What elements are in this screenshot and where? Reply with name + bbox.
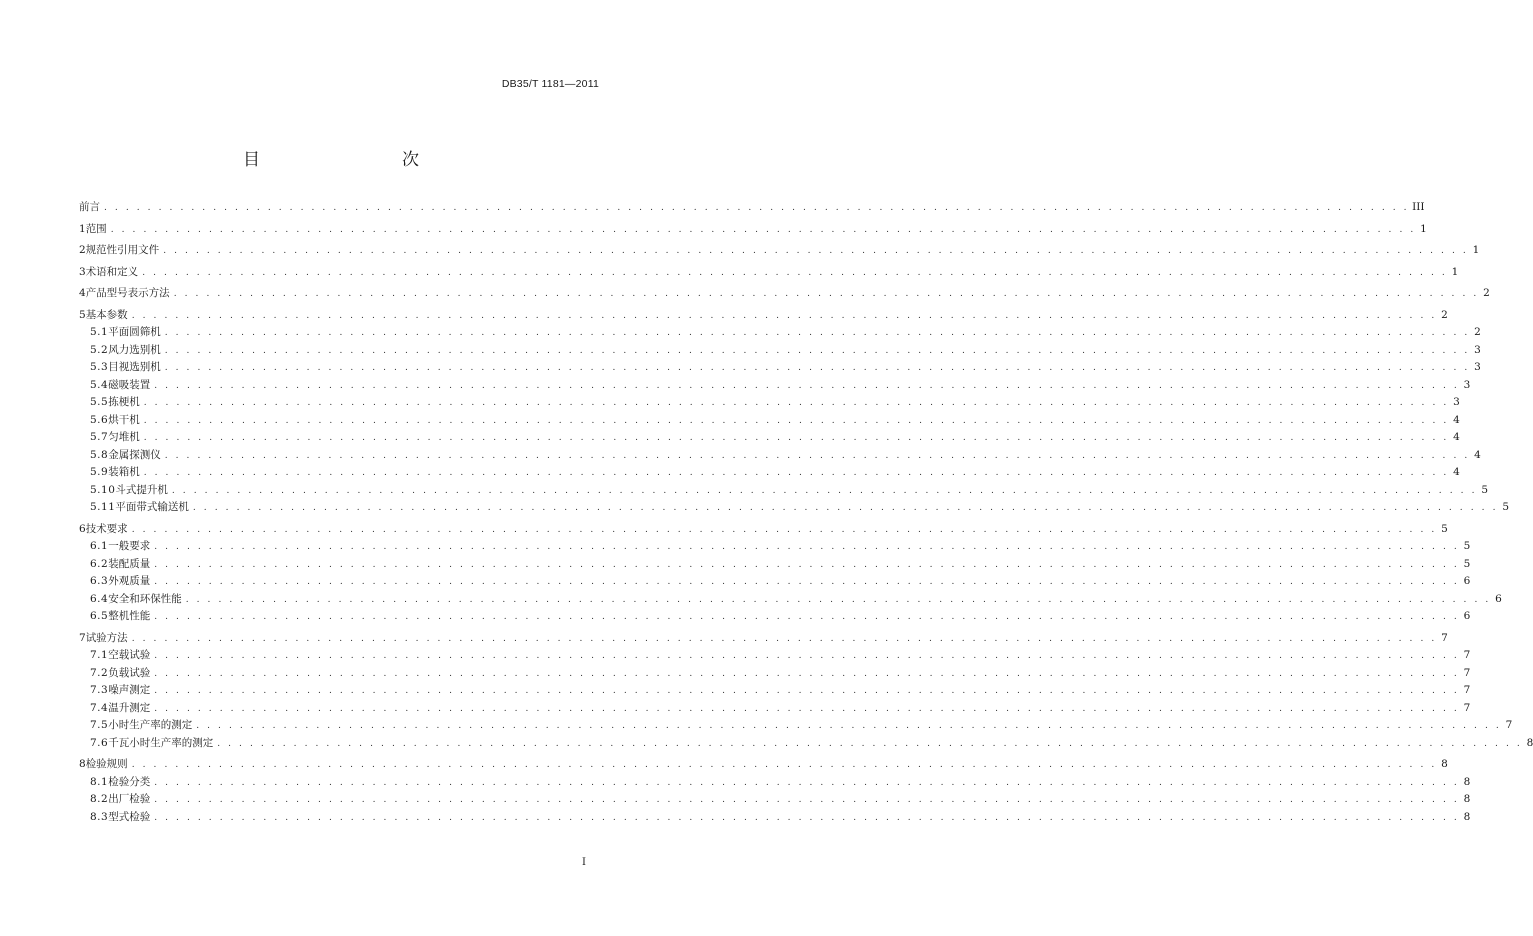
toc-entry-label: 外观质量: [108, 575, 151, 587]
toc-entry[interactable]: [79, 377, 1471, 395]
toc-entry[interactable]: [79, 447, 1481, 465]
dot-leader: . . . . . . . . . . . . . . . . . . . . . . . . . . . . . . . . . . . . . . . . . . . . . . . . . . . . . . . . . . . . . . . . . . . . . . . . . . . . . . . . . . . . . . . . . . . . . . . . . . . . . . . . . . . . . . . . . . . . . . . .: [164, 328, 1470, 338]
toc-entry-number: 6.4: [90, 592, 109, 605]
dot-leader: . . . . . . . . . . . . . . . . . . . . . . . . . . . . . . . . . . . . . . . . . . . . . . . . . . . . . . . . . . . . . . . . . . . . . . . . . . . . . . . . . . . . . . . . . . . . . . . . . . . . . . . . . . . . . . . . . . . . . . . .: [131, 524, 1437, 535]
toc-entry-label: 目视选别机: [108, 361, 161, 373]
toc-entry[interactable]: [79, 700, 1471, 718]
toc-entry-number: 5.1: [90, 326, 109, 338]
toc-entry-page: 8: [1441, 758, 1448, 770]
toc-entry-page: 4: [1453, 413, 1460, 426]
toc-entry-label: 型式检验: [108, 810, 151, 823]
toc-entry-number: 8.1: [90, 775, 109, 788]
dot-leader: . . . . . . . . . . . . . . . . . . . . . . . . . . . . . . . . . . . . . . . . . . . . . . . . . . . . . . . . . . . . . . . . . . . . . . . . . . . . . . . . . . . . . . . . . . . . . . . . . . . . . . . . . . . . . . . . . . . . . . . .: [196, 721, 1502, 731]
toc-entry-label: 检验规则: [85, 758, 128, 770]
toc-entry-label: 拣梗机: [108, 396, 140, 408]
toc-entry-number: 5.2: [90, 343, 109, 356]
dot-leader: . . . . . . . . . . . . . . . . . . . . . . . . . . . . . . . . . . . . . . . . . . . . . . . . . . . . . . . . . . . . . . . . . . . . . . . . . . . . . . . . . . . . . . . . . . . . . . . . . . . . . . . . . . . . . . . . . . . . . . . .: [164, 345, 1470, 356]
toc-entry-label: 技术要求: [85, 522, 128, 535]
toc-entry-page: 4: [1474, 448, 1481, 461]
toc-entry-label: 金属探测仪: [108, 448, 161, 461]
footer-page-number: I: [582, 857, 586, 868]
toc-entry-page: 7: [1463, 649, 1471, 661]
toc-entry-page: 5: [1463, 557, 1471, 570]
toc-entry-page: 7: [1463, 684, 1471, 696]
toc-entry-number: 7.6: [90, 736, 109, 749]
toc-entry[interactable]: [79, 608, 1471, 626]
toc-entry-page: 2: [1474, 326, 1481, 338]
toc-entry-label: 基本参数: [85, 308, 128, 321]
toc-entry-label: 规范性引用文件: [85, 244, 160, 256]
toc-entry-page: 4: [1453, 431, 1460, 443]
dot-leader: . . . . . . . . . . . . . . . . . . . . . . . . . . . . . . . . . . . . . . . . . . . . . . . . . . . . . . . . . . . . . . . . . . . . . . . . . . . . . . . . . . . . . . . . . . . . . . . . . . . . . . . . . . . . . . . . . . . . . . . .: [154, 703, 1460, 714]
dot-leader: . . . . . . . . . . . . . . . . . . . . . . . . . . . . . . . . . . . . . . . . . . . . . . . . . . . . . . . . . . . . . . . . . . . . . . . . . . . . . . . . . . . . . . . . . . . . . . . . . . . . . . . . . . . . . . . . . . . . . . . .: [164, 363, 1470, 373]
dot-leader: . . . . . . . . . . . . . . . . . . . . . . . . . . . . . . . . . . . . . . . . . . . . . . . . . . . . . . . . . . . . . . . . . . . . . . . . . . . . . . . . . . . . . . . . . . . . . . . . . . . . . . . . . . . . . . . . . . . . . . . .: [217, 738, 1523, 749]
dot-leader: . . . . . . . . . . . . . . . . . . . . . . . . . . . . . . . . . . . . . . . . . . . . . . . . . . . . . . . . . . . . . . . . . . . . . . . . . . . . . . . . . . . . . . . . . . . . . . . . . . . . . . . . . . . . . . . . . . . . . . . .: [154, 651, 1460, 661]
toc-entry-number: 8: [79, 758, 86, 770]
toc-entry-number: 5.10: [90, 483, 116, 496]
dot-leader: . . . . . . . . . . . . . . . . . . . . . . . . . . . . . . . . . . . . . . . . . . . . . . . . . . . . . . . . . . . . . . . . . . . . . . . . . . . . . . . . . . . . . . . . . . . . . . . . . . . . . . . . . . . . . . . . . . . . . . . .: [185, 594, 1491, 605]
toc-entry-label: 空载试验: [108, 649, 151, 661]
toc-entry-page: 5: [1502, 501, 1510, 513]
toc-entry[interactable]: [79, 591, 1502, 609]
toc-entry[interactable]: [79, 630, 1448, 648]
toc-entry-label: 产品型号表示方法: [85, 287, 170, 299]
toc-entry-number: 6.3: [90, 575, 109, 587]
toc-entry-label: 温升测定: [108, 701, 151, 714]
toc-entry-page: 2: [1441, 308, 1448, 321]
toc-entry-label: 烘干机: [108, 413, 140, 426]
toc-entry-number: 7.2: [90, 666, 109, 679]
toc-entry[interactable]: [79, 482, 1489, 500]
toc-entry-number: 5.6: [90, 413, 109, 426]
toc-entry[interactable]: [79, 429, 1460, 447]
toc-entry-label: 一般要求: [108, 540, 151, 552]
toc-entry-number: 8.3: [90, 810, 109, 823]
toc-entry[interactable]: [79, 573, 1471, 591]
toc-entry[interactable]: [79, 791, 1471, 809]
toc-entry-page: 7: [1463, 666, 1471, 679]
toc-entry-page: 5: [1481, 483, 1489, 496]
page-title: 目 次: [243, 150, 455, 170]
dot-leader: . . . . . . . . . . . . . . . . . . . . . . . . . . . . . . . . . . . . . . . . . . . . . . . . . . . . . . . . . . . . . . . . . . . . . . . . . . . . . . . . . . . . . . . . . . . . . . . . . . . . . . . . . . . . . . . . . . . . . . . .: [154, 795, 1460, 805]
toc-entry-page: 8: [1463, 810, 1471, 823]
toc-entry-page: 3: [1463, 378, 1471, 391]
toc-entry-number: 1: [79, 222, 86, 235]
dot-leader: . . . . . . . . . . . . . . . . . . . . . . . . . . . . . . . . . . . . . . . . . . . . . . . . . . . . . . . . . . . . . . . . . . . . . . . . . . . . . . . . . . . . . . . . . . . . . . . . . . . . . . . . . . . . . . . . . . . . . . . .: [104, 203, 1410, 213]
dot-leader: . . . . . . . . . . . . . . . . . . . . . . . . . . . . . . . . . . . . . . . . . . . . . . . . . . . . . . . . . . . . . . . . . . . . . . . . . . . . . . . . . . . . . . . . . . . . . . . . . . . . . . . . . . . . . . . . . . . . . . . .: [143, 468, 1449, 478]
dot-leader: . . . . . . . . . . . . . . . . . . . . . . . . . . . . . . . . . . . . . . . . . . . . . . . . . . . . . . . . . . . . . . . . . . . . . . . . . . . . . . . . . . . . . . . . . . . . . . . . . . . . . . . . . . . . . . . . . . . . . . . .: [154, 777, 1460, 788]
toc-entry-page: 3: [1453, 396, 1460, 408]
dot-leader: . . . . . . . . . . . . . . . . . . . . . . . . . . . . . . . . . . . . . . . . . . . . . . . . . . . . . . . . . . . . . . . . . . . . . . . . . . . . . . . . . . . . . . . . . . . . . . . . . . . . . . . . . . . . . . . . . . . . . . . .: [164, 450, 1470, 461]
toc-entry[interactable]: [79, 307, 1448, 325]
toc-entry[interactable]: [79, 556, 1471, 574]
dot-leader: . . . . . . . . . . . . . . . . . . . . . . . . . . . . . . . . . . . . . . . . . . . . . . . . . . . . . . . . . . . . . . . . . . . . . . . . . . . . . . . . . . . . . . . . . . . . . . . . . . . . . . . . . . . . . . . . . . . . . . . .: [110, 224, 1416, 235]
dot-leader: . . . . . . . . . . . . . . . . . . . . . . . . . . . . . . . . . . . . . . . . . . . . . . . . . . . . . . . . . . . . . . . . . . . . . . . . . . . . . . . . . . . . . . . . . . . . . . . . . . . . . . . . . . . . . . . . . . . . . . . .: [143, 433, 1449, 443]
toc-entry-number: 5.7: [90, 431, 109, 443]
toc-entry-page: 1: [1451, 265, 1459, 278]
toc-entry-page: 8: [1526, 736, 1533, 749]
toc-entry-label: 安全和环保性能: [108, 592, 182, 605]
toc-entry-number: 5.5: [90, 396, 109, 408]
toc-entry-page: 2: [1483, 287, 1490, 299]
toc-entry[interactable]: [79, 242, 1480, 260]
toc-entry[interactable]: [79, 464, 1460, 482]
toc-entry-label: 千瓦小时生产率的测定: [108, 736, 214, 749]
toc-entry-number: 5.4: [90, 378, 109, 391]
toc-entry[interactable]: [79, 717, 1513, 735]
toc-entry-page: III: [1412, 201, 1425, 213]
toc-entry[interactable]: [79, 342, 1481, 360]
toc-entry-number: 5.9: [90, 466, 109, 478]
toc-entry-page: 5: [1441, 522, 1448, 535]
dot-leader: . . . . . . . . . . . . . . . . . . . . . . . . . . . . . . . . . . . . . . . . . . . . . . . . . . . . . . . . . . . . . . . . . . . . . . . . . . . . . . . . . . . . . . . . . . . . . . . . . . . . . . . . . . . . . . . . . . . . . . . .: [154, 668, 1460, 679]
toc-entry[interactable]: [79, 521, 1448, 539]
toc-entry-page: 8: [1463, 793, 1471, 805]
toc-entry-number: 7.5: [90, 719, 109, 731]
toc-entry-page: 7: [1441, 631, 1448, 644]
toc-entry-page: 3: [1474, 343, 1481, 356]
dot-leader: . . . . . . . . . . . . . . . . . . . . . . . . . . . . . . . . . . . . . . . . . . . . . . . . . . . . . . . . . . . . . . . . . . . . . . . . . . . . . . . . . . . . . . . . . . . . . . . . . . . . . . . . . . . . . . . . . . . . . . . .: [154, 612, 1460, 622]
dot-leader: . . . . . . . . . . . . . . . . . . . . . . . . . . . . . . . . . . . . . . . . . . . . . . . . . . . . . . . . . . . . . . . . . . . . . . . . . . . . . . . . . . . . . . . . . . . . . . . . . . . . . . . . . . . . . . . . . . . . . . . .: [163, 246, 1469, 256]
toc-entry-number: 5: [79, 308, 86, 321]
toc-entry-label: 出厂检验: [108, 793, 151, 805]
toc-entry-page: 6: [1463, 575, 1471, 587]
dot-leader: . . . . . . . . . . . . . . . . . . . . . . . . . . . . . . . . . . . . . . . . . . . . . . . . . . . . . . . . . . . . . . . . . . . . . . . . . . . . . . . . . . . . . . . . . . . . . . . . . . . . . . . . . . . . . . . . . . . . . . . .: [154, 812, 1460, 823]
dot-leader: . . . . . . . . . . . . . . . . . . . . . . . . . . . . . . . . . . . . . . . . . . . . . . . . . . . . . . . . . . . . . . . . . . . . . . . . . . . . . . . . . . . . . . . . . . . . . . . . . . . . . . . . . . . . . . . . . . . . . . . .: [131, 760, 1437, 770]
toc-entry[interactable]: [79, 199, 1425, 217]
toc-entry-page: 7: [1463, 701, 1471, 714]
toc-entry-label: 磁吸装置: [108, 378, 151, 391]
toc-entry-label: 平面圆筛机: [108, 326, 161, 338]
toc-entry-label: 术语和定义: [85, 265, 139, 278]
dot-leader: . . . . . . . . . . . . . . . . . . . . . . . . . . . . . . . . . . . . . . . . . . . . . . . . . . . . . . . . . . . . . . . . . . . . . . . . . . . . . . . . . . . . . . . . . . . . . . . . . . . . . . . . . . . . . . . . . . . . . . . .: [143, 415, 1449, 426]
toc-entry-page: 6: [1495, 592, 1502, 605]
toc-entry[interactable]: [79, 221, 1427, 239]
toc-entry-number: 6.5: [90, 610, 109, 622]
toc-entry[interactable]: [79, 412, 1460, 430]
toc-entry-page: 1: [1472, 244, 1480, 256]
dot-leader: . . . . . . . . . . . . . . . . . . . . . . . . . . . . . . . . . . . . . . . . . . . . . . . . . . . . . . . . . . . . . . . . . . . . . . . . . . . . . . . . . . . . . . . . . . . . . . . . . . . . . . . . . . . . . . . . . . . . . . . .: [143, 398, 1449, 408]
toc-entry[interactable]: [79, 394, 1460, 412]
toc-entry[interactable]: [79, 324, 1481, 342]
toc-entry[interactable]: [79, 359, 1481, 377]
dot-leader: . . . . . . . . . . . . . . . . . . . . . . . . . . . . . . . . . . . . . . . . . . . . . . . . . . . . . . . . . . . . . . . . . . . . . . . . . . . . . . . . . . . . . . . . . . . . . . . . . . . . . . . . . . . . . . . . . . . . . . . .: [131, 310, 1437, 321]
toc-entry-label: 匀堆机: [108, 431, 140, 443]
toc-entry-label: 装箱机: [108, 466, 140, 478]
toc-entry-label: 噪声测定: [108, 684, 151, 696]
toc-entry-number: 7.3: [90, 684, 109, 696]
toc-entry-number: 5.11: [90, 501, 116, 513]
dot-leader: . . . . . . . . . . . . . . . . . . . . . . . . . . . . . . . . . . . . . . . . . . . . . . . . . . . . . . . . . . . . . . . . . . . . . . . . . . . . . . . . . . . . . . . . . . . . . . . . . . . . . . . . . . . . . . . . . . . . . . . .: [154, 559, 1460, 570]
toc-entry-label: 前言: [79, 201, 100, 213]
toc-entry-label: 装配质量: [108, 557, 151, 570]
toc-entry-page: 1: [1420, 222, 1427, 235]
toc-entry-label: 负载试验: [108, 666, 151, 679]
dot-leader: . . . . . . . . . . . . . . . . . . . . . . . . . . . . . . . . . . . . . . . . . . . . . . . . . . . . . . . . . . . . . . . . . . . . . . . . . . . . . . . . . . . . . . . . . . . . . . . . . . . . . . . . . . . . . . . . . . . . . . . .: [171, 485, 1478, 496]
dot-leader: . . . . . . . . . . . . . . . . . . . . . . . . . . . . . . . . . . . . . . . . . . . . . . . . . . . . . . . . . . . . . . . . . . . . . . . . . . . . . . . . . . . . . . . . . . . . . . . . . . . . . . . . . . . . . . . . . . . . . . . .: [154, 577, 1460, 587]
toc-entry-number: 2: [79, 244, 86, 256]
toc-entry[interactable]: [79, 499, 1510, 517]
toc-entry-label: 检验分类: [108, 775, 151, 788]
toc-entry-number: 7: [79, 631, 86, 644]
toc-entry[interactable]: [79, 809, 1471, 827]
toc-entry-label: 风力选别机: [108, 343, 161, 356]
toc-entry-number: 8.2: [90, 793, 109, 805]
dot-leader: . . . . . . . . . . . . . . . . . . . . . . . . . . . . . . . . . . . . . . . . . . . . . . . . . . . . . . . . . . . . . . . . . . . . . . . . . . . . . . . . . . . . . . . . . . . . . . . . . . . . . . . . . . . . . . . . . . . . . . . .: [131, 633, 1437, 644]
toc-entry-number: 6.2: [90, 557, 109, 570]
toc-entry[interactable]: [79, 264, 1459, 282]
toc-entry-number: 5.3: [90, 361, 109, 373]
toc-entry[interactable]: [79, 285, 1490, 303]
toc-entry-page: 8: [1463, 775, 1471, 788]
dot-leader: . . . . . . . . . . . . . . . . . . . . . . . . . . . . . . . . . . . . . . . . . . . . . . . . . . . . . . . . . . . . . . . . . . . . . . . . . . . . . . . . . . . . . . . . . . . . . . . . . . . . . . . . . . . . . . . . . . . . . . . .: [173, 289, 1479, 299]
toc-entry[interactable]: [79, 774, 1471, 792]
toc-entry-page: 5: [1463, 540, 1471, 552]
toc-entry-number: 6.1: [90, 540, 109, 552]
toc-entry[interactable]: [79, 665, 1471, 683]
toc-entry-number: 5.8: [90, 448, 109, 461]
toc-entry-label: 试验方法: [85, 631, 128, 644]
dot-leader: . . . . . . . . . . . . . . . . . . . . . . . . . . . . . . . . . . . . . . . . . . . . . . . . . . . . . . . . . . . . . . . . . . . . . . . . . . . . . . . . . . . . . . . . . . . . . . . . . . . . . . . . . . . . . . . . . . . . . . . .: [154, 686, 1460, 696]
toc-entry[interactable]: [79, 735, 1533, 753]
document-code: DB35/T 1181—2011: [501, 78, 599, 90]
toc-entry-number: 3: [79, 265, 86, 278]
dot-leader: . . . . . . . . . . . . . . . . . . . . . . . . . . . . . . . . . . . . . . . . . . . . . . . . . . . . . . . . . . . . . . . . . . . . . . . . . . . . . . . . . . . . . . . . . . . . . . . . . . . . . . . . . . . . . . . . . . . . . . . .: [192, 503, 1499, 513]
toc-entry-number: 7.4: [90, 701, 109, 714]
toc-entry-page: 7: [1505, 719, 1513, 731]
dot-leader: . . . . . . . . . . . . . . . . . . . . . . . . . . . . . . . . . . . . . . . . . . . . . . . . . . . . . . . . . . . . . . . . . . . . . . . . . . . . . . . . . . . . . . . . . . . . . . . . . . . . . . . . . . . . . . . . . . . . . . . .: [154, 380, 1460, 391]
toc-entry-label: 范围: [85, 222, 107, 235]
toc-entry-label: 整机性能: [108, 610, 151, 622]
toc-entry-number: 7.1: [90, 649, 109, 661]
toc-entry[interactable]: [79, 682, 1471, 700]
toc-entry-label: 平面带式输送机: [115, 501, 189, 513]
toc-entry-label: 斗式提升机: [115, 483, 168, 496]
toc-entry[interactable]: [79, 538, 1471, 556]
table-of-contents: [79, 199, 1533, 826]
dot-leader: . . . . . . . . . . . . . . . . . . . . . . . . . . . . . . . . . . . . . . . . . . . . . . . . . . . . . . . . . . . . . . . . . . . . . . . . . . . . . . . . . . . . . . . . . . . . . . . . . . . . . . . . . . . . . . . . . . . . . . . .: [154, 542, 1460, 552]
toc-entry-label: 小时生产率的测定: [108, 719, 193, 731]
toc-entry[interactable]: [79, 647, 1471, 665]
toc-entry-page: 3: [1474, 361, 1481, 373]
toc-entry[interactable]: [79, 756, 1448, 774]
toc-entry-number: 4: [79, 287, 86, 299]
toc-entry-page: 6: [1463, 610, 1471, 622]
toc-entry-number: 6: [79, 522, 86, 535]
toc-entry-page: 4: [1453, 466, 1460, 478]
dot-leader: . . . . . . . . . . . . . . . . . . . . . . . . . . . . . . . . . . . . . . . . . . . . . . . . . . . . . . . . . . . . . . . . . . . . . . . . . . . . . . . . . . . . . . . . . . . . . . . . . . . . . . . . . . . . . . . . . . . . . . . .: [142, 267, 1448, 278]
